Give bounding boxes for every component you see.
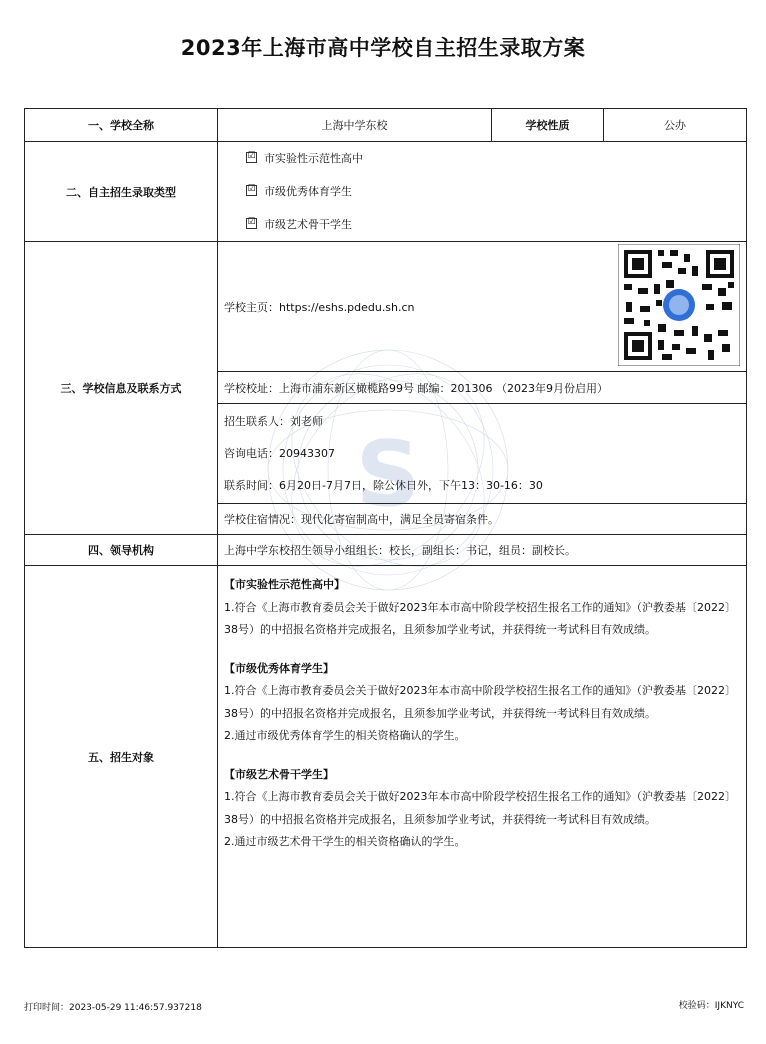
target-section-head: 【市级艺术骨干学生】: [224, 767, 334, 781]
school-address: 学校校址：上海市浦东新区橄榄路99号 邮编：201306 （2023年9月份启用）: [224, 381, 608, 395]
target-line: 2.通过市级优秀体育学生的相关资格确认的学生。: [224, 729, 466, 742]
target-section: [218, 566, 746, 860]
row-homepage: [25, 242, 747, 372]
target-section-head: 【市级优秀体育学生】: [224, 661, 334, 675]
label-school-name: 一、学校全称: [25, 109, 218, 142]
target-section-head: 【市实验性示范性高中】: [224, 578, 345, 591]
qr-code-icon: [618, 244, 740, 366]
page-title: 2023年上海市高中学校自主招生录取方案: [180, 36, 586, 60]
value-school-name: 上海中学东校: [218, 109, 492, 142]
label-admission-types: 二、自主招生录取类型: [25, 142, 218, 242]
label-leadership: 四、领导机构: [25, 535, 218, 566]
targets-cell: [218, 566, 747, 948]
contact-cell: [218, 404, 747, 504]
row-admission-types: [25, 142, 747, 242]
contact-hours: 联系时间：6月20日-7月7日，除公休日外，下午13：30-16：30: [224, 478, 543, 492]
contact-person: 招生联系人：刘老师: [224, 414, 323, 428]
target-line: 1.符合《上海市教育委员会关于做好2023年本市高中阶段学校招生报名工作的通知》（沪教委基〔2022〕38号）的中招报名资格并完成报名，且须参加学业考试，并获得统一考试科目有效成绩。: [224, 790, 736, 826]
label-targets: 五、招生对象: [25, 566, 218, 948]
boarding-info: 学校住宿情况：现代化寄宿制高中，满足全员寄宿条件。: [224, 513, 499, 526]
checkbox-checked-icon: ☑: [247, 151, 256, 161]
contact-phone: 咨询电话：20943307: [224, 446, 335, 460]
type-item: [218, 208, 746, 241]
leadership-cell: [218, 535, 747, 566]
verify-code: 校验码：IJKNYC: [678, 1001, 744, 1011]
type-label: 市级艺术骨干学生: [264, 218, 352, 231]
admission-types-list: [218, 142, 747, 242]
type-item: [218, 142, 746, 175]
row-school-name: [25, 109, 747, 142]
checkbox-checked-icon: ☑: [247, 217, 256, 227]
label-school-info: 三、学校信息及联系方式: [25, 242, 218, 535]
value-school-nature: 公办: [604, 109, 747, 142]
type-label: 市级优秀体育学生: [264, 185, 352, 198]
boarding-cell: [218, 504, 747, 535]
row-leadership: [25, 535, 747, 566]
row-targets: [25, 566, 747, 948]
type-item: [218, 175, 746, 208]
checkbox-checked-icon: ☑: [247, 184, 256, 194]
svg-text:S: S: [355, 422, 421, 527]
admission-table: [24, 108, 747, 948]
type-label: 市实验性示范性高中: [264, 152, 363, 165]
target-line: 1.符合《上海市教育委员会关于做好2023年本市高中阶段学校招生报名工作的通知》（沪教委基〔2022〕38号）的中招报名资格并完成报名，且须参加学业考试，并获得统一考试科目有效成绩。: [224, 600, 736, 636]
target-line: 1.符合《上海市教育委员会关于做好2023年本市高中阶段学校招生报名工作的通知》（沪教委基〔2022〕38号）的中招报名资格并完成报名，且须参加学业考试，并获得统一考试科目有效成绩。: [224, 684, 736, 720]
target-line: 2.通过市级艺术骨干学生的相关资格确认的学生。: [224, 835, 466, 848]
leadership-value: 上海中学东校招生领导小组组长：校长，副组长：书记，组员：副校长。: [224, 544, 576, 557]
label-school-nature: 学校性质: [492, 109, 604, 142]
school-homepage: 学校主页：https://eshs.pdedu.sh.cn: [224, 300, 415, 314]
homepage-cell: [218, 242, 747, 372]
print-time: 打印时间：2023-05-29 11:46:57.937218: [24, 1003, 202, 1013]
address-cell: [218, 372, 747, 404]
